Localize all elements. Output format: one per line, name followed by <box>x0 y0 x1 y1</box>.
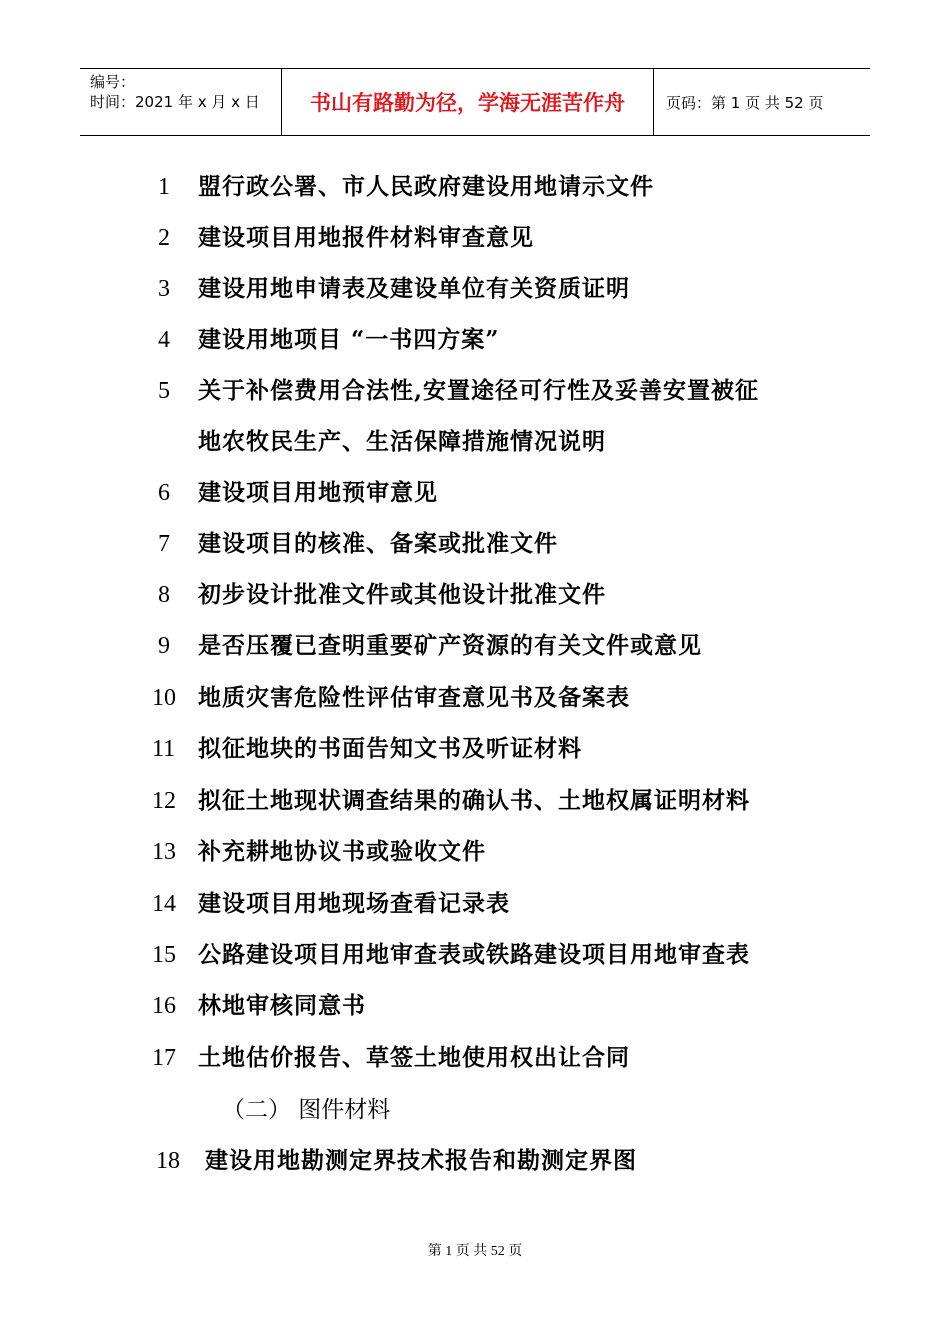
item-number: 16 <box>152 993 176 1019</box>
item-number: 14 <box>152 891 176 917</box>
item-number: 3 <box>158 276 170 302</box>
section-heading: （二） 图件材料 <box>222 1097 391 1123</box>
time-label: 时间：2021 年 x 月 x 日 <box>90 93 260 111</box>
item-text: 建设用地项目 “一书四方案” <box>198 326 500 353</box>
item-number: 9 <box>158 633 170 659</box>
item-text: 初步设计批准文件或其他设计批准文件 <box>198 581 606 608</box>
item-text: 土地估价报告、草签土地使用权出让合同 <box>198 1044 630 1071</box>
item-text: 建设项目用地预审意见 <box>198 479 438 506</box>
header-meta <box>80 69 282 135</box>
item-number: 7 <box>158 531 170 557</box>
item-text: 盟行政公署、市人民政府建设用地请示文件 <box>198 173 654 200</box>
item-text: 地质灾害危险性评估审查意见书及备案表 <box>198 684 630 711</box>
header-page-info: 页码：第 1 页 共 52 页 <box>666 93 824 112</box>
item-text: 建设项目的核准、备案或批准文件 <box>198 530 558 557</box>
item-text: 地农牧民生产、生活保障措施情况说明 <box>198 428 606 455</box>
item-number: 15 <box>152 942 176 968</box>
item-text: 拟征地块的书面告知文书及听证材料 <box>198 735 582 762</box>
header-motto: 书山有路勤为径，学海无涯苦作舟 <box>282 69 654 135</box>
item-text: 建设用地申请表及建设单位有关资质证明 <box>198 275 630 302</box>
item-number: 12 <box>152 788 176 814</box>
page-header <box>80 68 870 136</box>
item-number: 11 <box>152 736 176 762</box>
item-number: 17 <box>152 1045 176 1071</box>
item-number: 13 <box>152 839 176 865</box>
item-text: 拟征土地现状调查结果的确认书、土地权属证明材料 <box>198 787 750 814</box>
item-text: 建设用地勘测定界技术报告和勘测定界图 <box>205 1147 637 1174</box>
item-number: 1 <box>158 174 170 200</box>
item-number: 2 <box>158 225 170 251</box>
item-text: 公路建设项目用地审查表或铁路建设项目用地审查表 <box>198 941 750 968</box>
item-text: 建设项目用地现场查看记录表 <box>198 890 510 917</box>
item-number: 4 <box>158 327 170 353</box>
item-text: 关于补偿费用合法性,安置途径可行性及妥善安置被征 <box>198 377 760 404</box>
item-text: 补充耕地协议书或验收文件 <box>198 838 486 865</box>
item-number: 8 <box>158 582 170 608</box>
page-footer: 第 1 页 共 52 页 <box>427 1244 523 1259</box>
item-number: 10 <box>152 685 176 711</box>
number-label: 编号： <box>90 73 136 91</box>
item-text: 是否压覆已查明重要矿产资源的有关文件或意见 <box>198 632 702 659</box>
item-number: 18 <box>156 1148 180 1174</box>
item-text: 建设项目用地报件材料审查意见 <box>198 224 534 251</box>
item-text: 林地审核同意书 <box>198 992 366 1019</box>
item-number: 6 <box>158 480 170 506</box>
item-number: 5 <box>158 378 170 404</box>
